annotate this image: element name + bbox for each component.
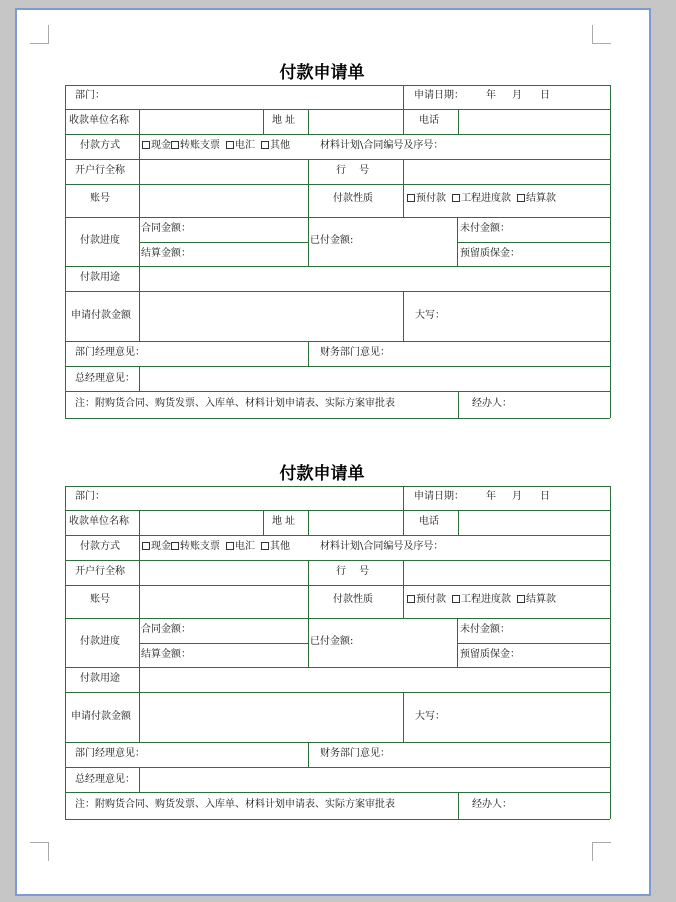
phone-label: 电话 — [419, 115, 439, 126]
finance-dept-opinion-label: 财务部门意见： — [320, 748, 390, 759]
checkbox-prepayment[interactable]: 预付款 — [407, 594, 446, 605]
checkbox-progress-payment[interactable]: 工程进度款 — [452, 193, 511, 204]
general-manager-opinion-label: 总经理意见： — [75, 774, 135, 785]
year-label: 年 — [486, 491, 496, 502]
checkbox-icon — [226, 542, 234, 550]
handler-label: 经办人： — [472, 799, 512, 810]
payment-method-options — [142, 541, 290, 553]
checkbox-other[interactable]: 其他 — [261, 541, 290, 552]
checkbox-progress-payment[interactable]: 工程进度款 — [452, 594, 511, 605]
day-label: 日 — [540, 90, 550, 101]
checkbox-icon — [407, 194, 415, 202]
unpaid-amount-label: 未付金额： — [460, 223, 510, 234]
apply-amount-label: 申请付款金额 — [71, 310, 131, 321]
checkbox-icon — [142, 141, 150, 149]
settlement-amount-label: 结算金额： — [141, 649, 191, 660]
payment-method-options — [142, 140, 290, 152]
payee-label: 收款单位名称 — [69, 115, 129, 126]
apply-amount-label: 申请付款金额 — [71, 711, 131, 722]
dept-manager-opinion-label: 部门经理意见： — [75, 748, 145, 759]
progress-label: 付款进度 — [80, 235, 120, 246]
checkbox-icon — [171, 542, 179, 550]
account-label: 账号 — [90, 193, 110, 204]
settlement-amount-label: 结算金额： — [141, 248, 191, 259]
address-label: 地 址 — [272, 115, 296, 126]
checkbox-prepayment[interactable]: 预付款 — [407, 193, 446, 204]
retention-label: 预留质保金： — [460, 248, 520, 259]
purpose-label: 付款用途 — [80, 673, 120, 684]
checkbox-wire[interactable]: 电汇 — [226, 541, 255, 552]
department-label: 部门： — [75, 90, 105, 101]
handler-label: 经办人： — [472, 398, 512, 409]
checkbox-icon — [452, 595, 460, 603]
department-label: 部门： — [75, 491, 105, 502]
note-label: 注：附购货合同、购货发票、入库单、材料计划申请表、实际方案审批表 — [75, 799, 395, 810]
payment-nature-label: 付款性质 — [333, 193, 373, 204]
payment-nature-label: 付款性质 — [333, 594, 373, 605]
dept-manager-opinion-label: 部门经理意见： — [75, 347, 145, 358]
payment-nature-options — [407, 594, 556, 606]
month-label: 月 — [512, 491, 522, 502]
form-title: 付款申请单 — [279, 464, 365, 484]
uppercase-amount-label: 大写： — [415, 310, 445, 321]
bank-name-label: 开户行全称 — [75, 566, 125, 577]
checkbox-settlement-payment[interactable]: 结算款 — [517, 193, 556, 204]
checkbox-icon — [517, 595, 525, 603]
payment-nature-options — [407, 193, 556, 205]
checkbox-wire[interactable]: 电汇 — [226, 140, 255, 151]
checkbox-transfer-check[interactable]: 转账支票 — [171, 140, 220, 151]
month-label: 月 — [512, 90, 522, 101]
checkbox-settlement-payment[interactable]: 结算款 — [517, 594, 556, 605]
checkbox-icon — [171, 141, 179, 149]
checkbox-cash[interactable]: 现金 — [142, 140, 171, 151]
contract-amount-label: 合同金额： — [141, 624, 191, 635]
payment-method-label: 付款方式 — [80, 140, 120, 151]
paid-amount-label: 已付金额: — [310, 636, 354, 647]
note-label: 注：附购货合同、购货发票、入库单、材料计划申请表、实际方案审批表 — [75, 398, 395, 409]
bank-name-label: 开户行全称 — [75, 165, 125, 176]
uppercase-amount-label: 大写： — [415, 711, 445, 722]
checkbox-other[interactable]: 其他 — [261, 140, 290, 151]
apply-date-label: 申请日期： — [414, 90, 464, 101]
bank-number-label: 行 号 — [336, 566, 370, 577]
address-label: 地 址 — [272, 516, 296, 527]
apply-date-label: 申请日期： — [414, 491, 464, 502]
checkbox-icon — [517, 194, 525, 202]
contract-amount-label: 合同金额： — [141, 223, 191, 234]
material-plan-label: 材料计划\合同编号及序号： — [320, 541, 444, 552]
payee-label: 收款单位名称 — [69, 516, 129, 527]
phone-label: 电话 — [419, 516, 439, 527]
unpaid-amount-label: 未付金额： — [460, 624, 510, 635]
checkbox-transfer-check[interactable]: 转账支票 — [171, 541, 220, 552]
checkbox-icon — [261, 542, 269, 550]
checkbox-icon — [142, 542, 150, 550]
payment-request-form-2 — [0, 401, 676, 852]
material-plan-label: 材料计划\合同编号及序号： — [320, 140, 444, 151]
retention-label: 预留质保金： — [460, 649, 520, 660]
checkbox-icon — [226, 141, 234, 149]
purpose-label: 付款用途 — [80, 272, 120, 283]
payment-method-label: 付款方式 — [80, 541, 120, 552]
checkbox-icon — [407, 595, 415, 603]
checkbox-cash[interactable]: 现金 — [142, 541, 171, 552]
day-label: 日 — [540, 491, 550, 502]
account-label: 账号 — [90, 594, 110, 605]
checkbox-icon — [452, 194, 460, 202]
year-label: 年 — [486, 90, 496, 101]
bank-number-label: 行 号 — [336, 165, 370, 176]
finance-dept-opinion-label: 财务部门意见： — [320, 347, 390, 358]
paid-amount-label: 已付金额: — [310, 235, 354, 246]
general-manager-opinion-label: 总经理意见： — [75, 373, 135, 384]
checkbox-icon — [261, 141, 269, 149]
progress-label: 付款进度 — [80, 636, 120, 647]
form-title: 付款申请单 — [279, 63, 365, 83]
